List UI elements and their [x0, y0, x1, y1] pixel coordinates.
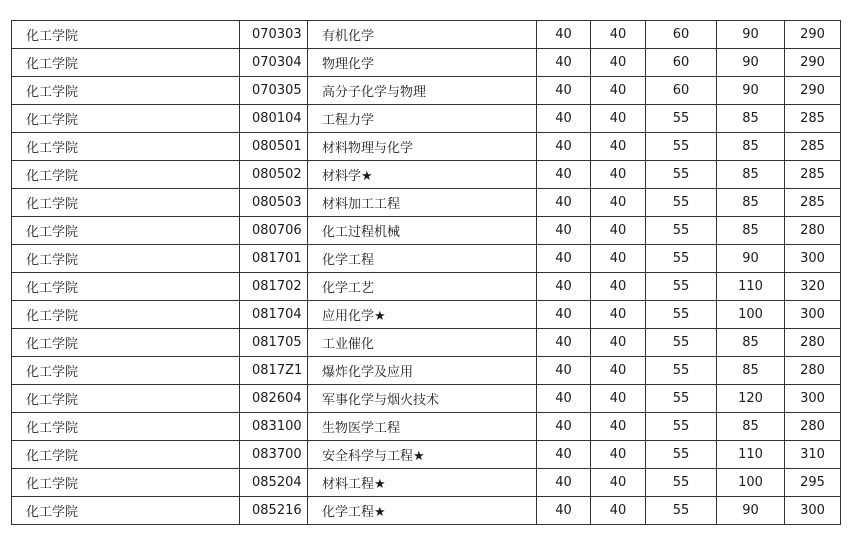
table-row	[12, 189, 841, 217]
major-name-cell: 化学工艺	[308, 273, 537, 301]
major-name-cell: 爆炸化学及应用	[308, 357, 537, 385]
college-cell: 化工学院	[12, 245, 240, 273]
score-1-cell: 40	[537, 217, 591, 245]
total-score-cell: 290	[785, 77, 841, 105]
score-2-cell: 40	[591, 469, 646, 497]
major-name-cell: 化工过程机械	[308, 217, 537, 245]
score-4-cell: 85	[717, 413, 785, 441]
total-score-cell: 300	[785, 497, 841, 525]
college-cell: 化工学院	[12, 329, 240, 357]
score-3-cell: 55	[646, 385, 717, 413]
score-4-cell: 85	[717, 105, 785, 133]
college-cell: 化工学院	[12, 49, 240, 77]
table-row	[12, 273, 841, 301]
college-cell: 化工学院	[12, 301, 240, 329]
major-name-cell: 有机化学	[308, 21, 537, 49]
table-body	[12, 21, 841, 525]
score-3-cell: 55	[646, 133, 717, 161]
major-code-cell: 080501	[240, 133, 308, 161]
score-3-cell: 55	[646, 413, 717, 441]
major-name-cell: 材料加工工程	[308, 189, 537, 217]
score-1-cell: 40	[537, 385, 591, 413]
major-name-cell: 材料物理与化学	[308, 133, 537, 161]
major-name-cell: 工程力学	[308, 105, 537, 133]
score-1-cell: 40	[537, 469, 591, 497]
major-name-cell: 应用化学★	[308, 301, 537, 329]
score-4-cell: 85	[717, 329, 785, 357]
major-name-cell: 安全科学与工程★	[308, 441, 537, 469]
major-code-cell: 085216	[240, 497, 308, 525]
major-name-cell: 生物医学工程	[308, 413, 537, 441]
major-code-cell: 081701	[240, 245, 308, 273]
score-1-cell: 40	[537, 77, 591, 105]
major-code-cell: 070304	[240, 49, 308, 77]
major-name-cell: 工业催化	[308, 329, 537, 357]
score-4-cell: 110	[717, 273, 785, 301]
score-4-cell: 90	[717, 77, 785, 105]
score-1-cell: 40	[537, 441, 591, 469]
college-cell: 化工学院	[12, 217, 240, 245]
score-1-cell: 40	[537, 161, 591, 189]
table-row	[12, 441, 841, 469]
college-cell: 化工学院	[12, 413, 240, 441]
college-cell: 化工学院	[12, 441, 240, 469]
total-score-cell: 285	[785, 133, 841, 161]
major-name-cell: 材料工程★	[308, 469, 537, 497]
score-2-cell: 40	[591, 189, 646, 217]
score-4-cell: 85	[717, 217, 785, 245]
score-3-cell: 55	[646, 273, 717, 301]
major-code-cell: 080502	[240, 161, 308, 189]
score-2-cell: 40	[591, 385, 646, 413]
college-cell: 化工学院	[12, 189, 240, 217]
major-code-cell: 085204	[240, 469, 308, 497]
major-code-cell: 082604	[240, 385, 308, 413]
score-4-cell: 90	[717, 497, 785, 525]
table-row	[12, 413, 841, 441]
score-2-cell: 40	[591, 301, 646, 329]
score-2-cell: 40	[591, 441, 646, 469]
major-code-cell: 083700	[240, 441, 308, 469]
score-2-cell: 40	[591, 413, 646, 441]
score-1-cell: 40	[537, 245, 591, 273]
college-cell: 化工学院	[12, 357, 240, 385]
total-score-cell: 280	[785, 413, 841, 441]
score-2-cell: 40	[591, 161, 646, 189]
score-2-cell: 40	[591, 245, 646, 273]
score-3-cell: 55	[646, 497, 717, 525]
score-table	[11, 20, 841, 525]
table-row	[12, 161, 841, 189]
major-name-cell: 化学工程★	[308, 497, 537, 525]
score-3-cell: 55	[646, 105, 717, 133]
score-2-cell: 40	[591, 105, 646, 133]
score-3-cell: 60	[646, 21, 717, 49]
score-1-cell: 40	[537, 189, 591, 217]
major-code-cell: 081702	[240, 273, 308, 301]
score-4-cell: 85	[717, 133, 785, 161]
score-1-cell: 40	[537, 105, 591, 133]
major-name-cell: 物理化学	[308, 49, 537, 77]
table-row	[12, 133, 841, 161]
score-4-cell: 85	[717, 189, 785, 217]
table-row	[12, 77, 841, 105]
table-row	[12, 105, 841, 133]
score-4-cell: 85	[717, 161, 785, 189]
college-cell: 化工学院	[12, 497, 240, 525]
major-name-cell: 化学工程	[308, 245, 537, 273]
college-cell: 化工学院	[12, 133, 240, 161]
score-2-cell: 40	[591, 357, 646, 385]
score-2-cell: 40	[591, 77, 646, 105]
score-4-cell: 100	[717, 301, 785, 329]
table-row	[12, 301, 841, 329]
score-4-cell: 100	[717, 469, 785, 497]
score-2-cell: 40	[591, 49, 646, 77]
major-code-cell: 080706	[240, 217, 308, 245]
score-3-cell: 60	[646, 49, 717, 77]
score-2-cell: 40	[591, 217, 646, 245]
score-1-cell: 40	[537, 301, 591, 329]
major-code-cell: 080503	[240, 189, 308, 217]
total-score-cell: 320	[785, 273, 841, 301]
score-4-cell: 90	[717, 245, 785, 273]
score-1-cell: 40	[537, 357, 591, 385]
score-3-cell: 60	[646, 77, 717, 105]
score-2-cell: 40	[591, 497, 646, 525]
major-code-cell: 070303	[240, 21, 308, 49]
total-score-cell: 280	[785, 217, 841, 245]
score-1-cell: 40	[537, 49, 591, 77]
score-3-cell: 55	[646, 357, 717, 385]
score-1-cell: 40	[537, 497, 591, 525]
score-3-cell: 55	[646, 301, 717, 329]
score-2-cell: 40	[591, 21, 646, 49]
table-row	[12, 49, 841, 77]
major-code-cell: 0817Z1	[240, 357, 308, 385]
score-4-cell: 90	[717, 49, 785, 77]
college-cell: 化工学院	[12, 21, 240, 49]
score-1-cell: 40	[537, 413, 591, 441]
score-4-cell: 110	[717, 441, 785, 469]
table-row	[12, 469, 841, 497]
score-1-cell: 40	[537, 273, 591, 301]
college-cell: 化工学院	[12, 105, 240, 133]
score-3-cell: 55	[646, 245, 717, 273]
score-4-cell: 90	[717, 21, 785, 49]
major-name-cell: 材料学★	[308, 161, 537, 189]
score-3-cell: 55	[646, 441, 717, 469]
major-name-cell: 军事化学与烟火技术	[308, 385, 537, 413]
score-2-cell: 40	[591, 273, 646, 301]
score-3-cell: 55	[646, 189, 717, 217]
score-3-cell: 55	[646, 329, 717, 357]
table-row	[12, 357, 841, 385]
total-score-cell: 285	[785, 161, 841, 189]
college-cell: 化工学院	[12, 385, 240, 413]
score-1-cell: 40	[537, 133, 591, 161]
major-name-cell: 高分子化学与物理	[308, 77, 537, 105]
total-score-cell: 300	[785, 245, 841, 273]
major-code-cell: 081705	[240, 329, 308, 357]
score-3-cell: 55	[646, 161, 717, 189]
total-score-cell: 295	[785, 469, 841, 497]
score-1-cell: 40	[537, 329, 591, 357]
table-row	[12, 497, 841, 525]
major-code-cell: 081704	[240, 301, 308, 329]
score-1-cell: 40	[537, 21, 591, 49]
college-cell: 化工学院	[12, 273, 240, 301]
total-score-cell: 300	[785, 385, 841, 413]
total-score-cell: 290	[785, 49, 841, 77]
table-row	[12, 21, 841, 49]
total-score-cell: 280	[785, 357, 841, 385]
college-cell: 化工学院	[12, 161, 240, 189]
score-3-cell: 55	[646, 469, 717, 497]
table-row	[12, 385, 841, 413]
table-row	[12, 217, 841, 245]
score-3-cell: 55	[646, 217, 717, 245]
major-code-cell: 070305	[240, 77, 308, 105]
score-2-cell: 40	[591, 329, 646, 357]
score-4-cell: 120	[717, 385, 785, 413]
total-score-cell: 285	[785, 189, 841, 217]
total-score-cell: 310	[785, 441, 841, 469]
college-cell: 化工学院	[12, 77, 240, 105]
table-row	[12, 329, 841, 357]
total-score-cell: 300	[785, 301, 841, 329]
college-cell: 化工学院	[12, 469, 240, 497]
major-code-cell: 080104	[240, 105, 308, 133]
total-score-cell: 290	[785, 21, 841, 49]
table-row	[12, 245, 841, 273]
total-score-cell: 280	[785, 329, 841, 357]
score-4-cell: 85	[717, 357, 785, 385]
total-score-cell: 285	[785, 105, 841, 133]
major-code-cell: 083100	[240, 413, 308, 441]
score-2-cell: 40	[591, 133, 646, 161]
